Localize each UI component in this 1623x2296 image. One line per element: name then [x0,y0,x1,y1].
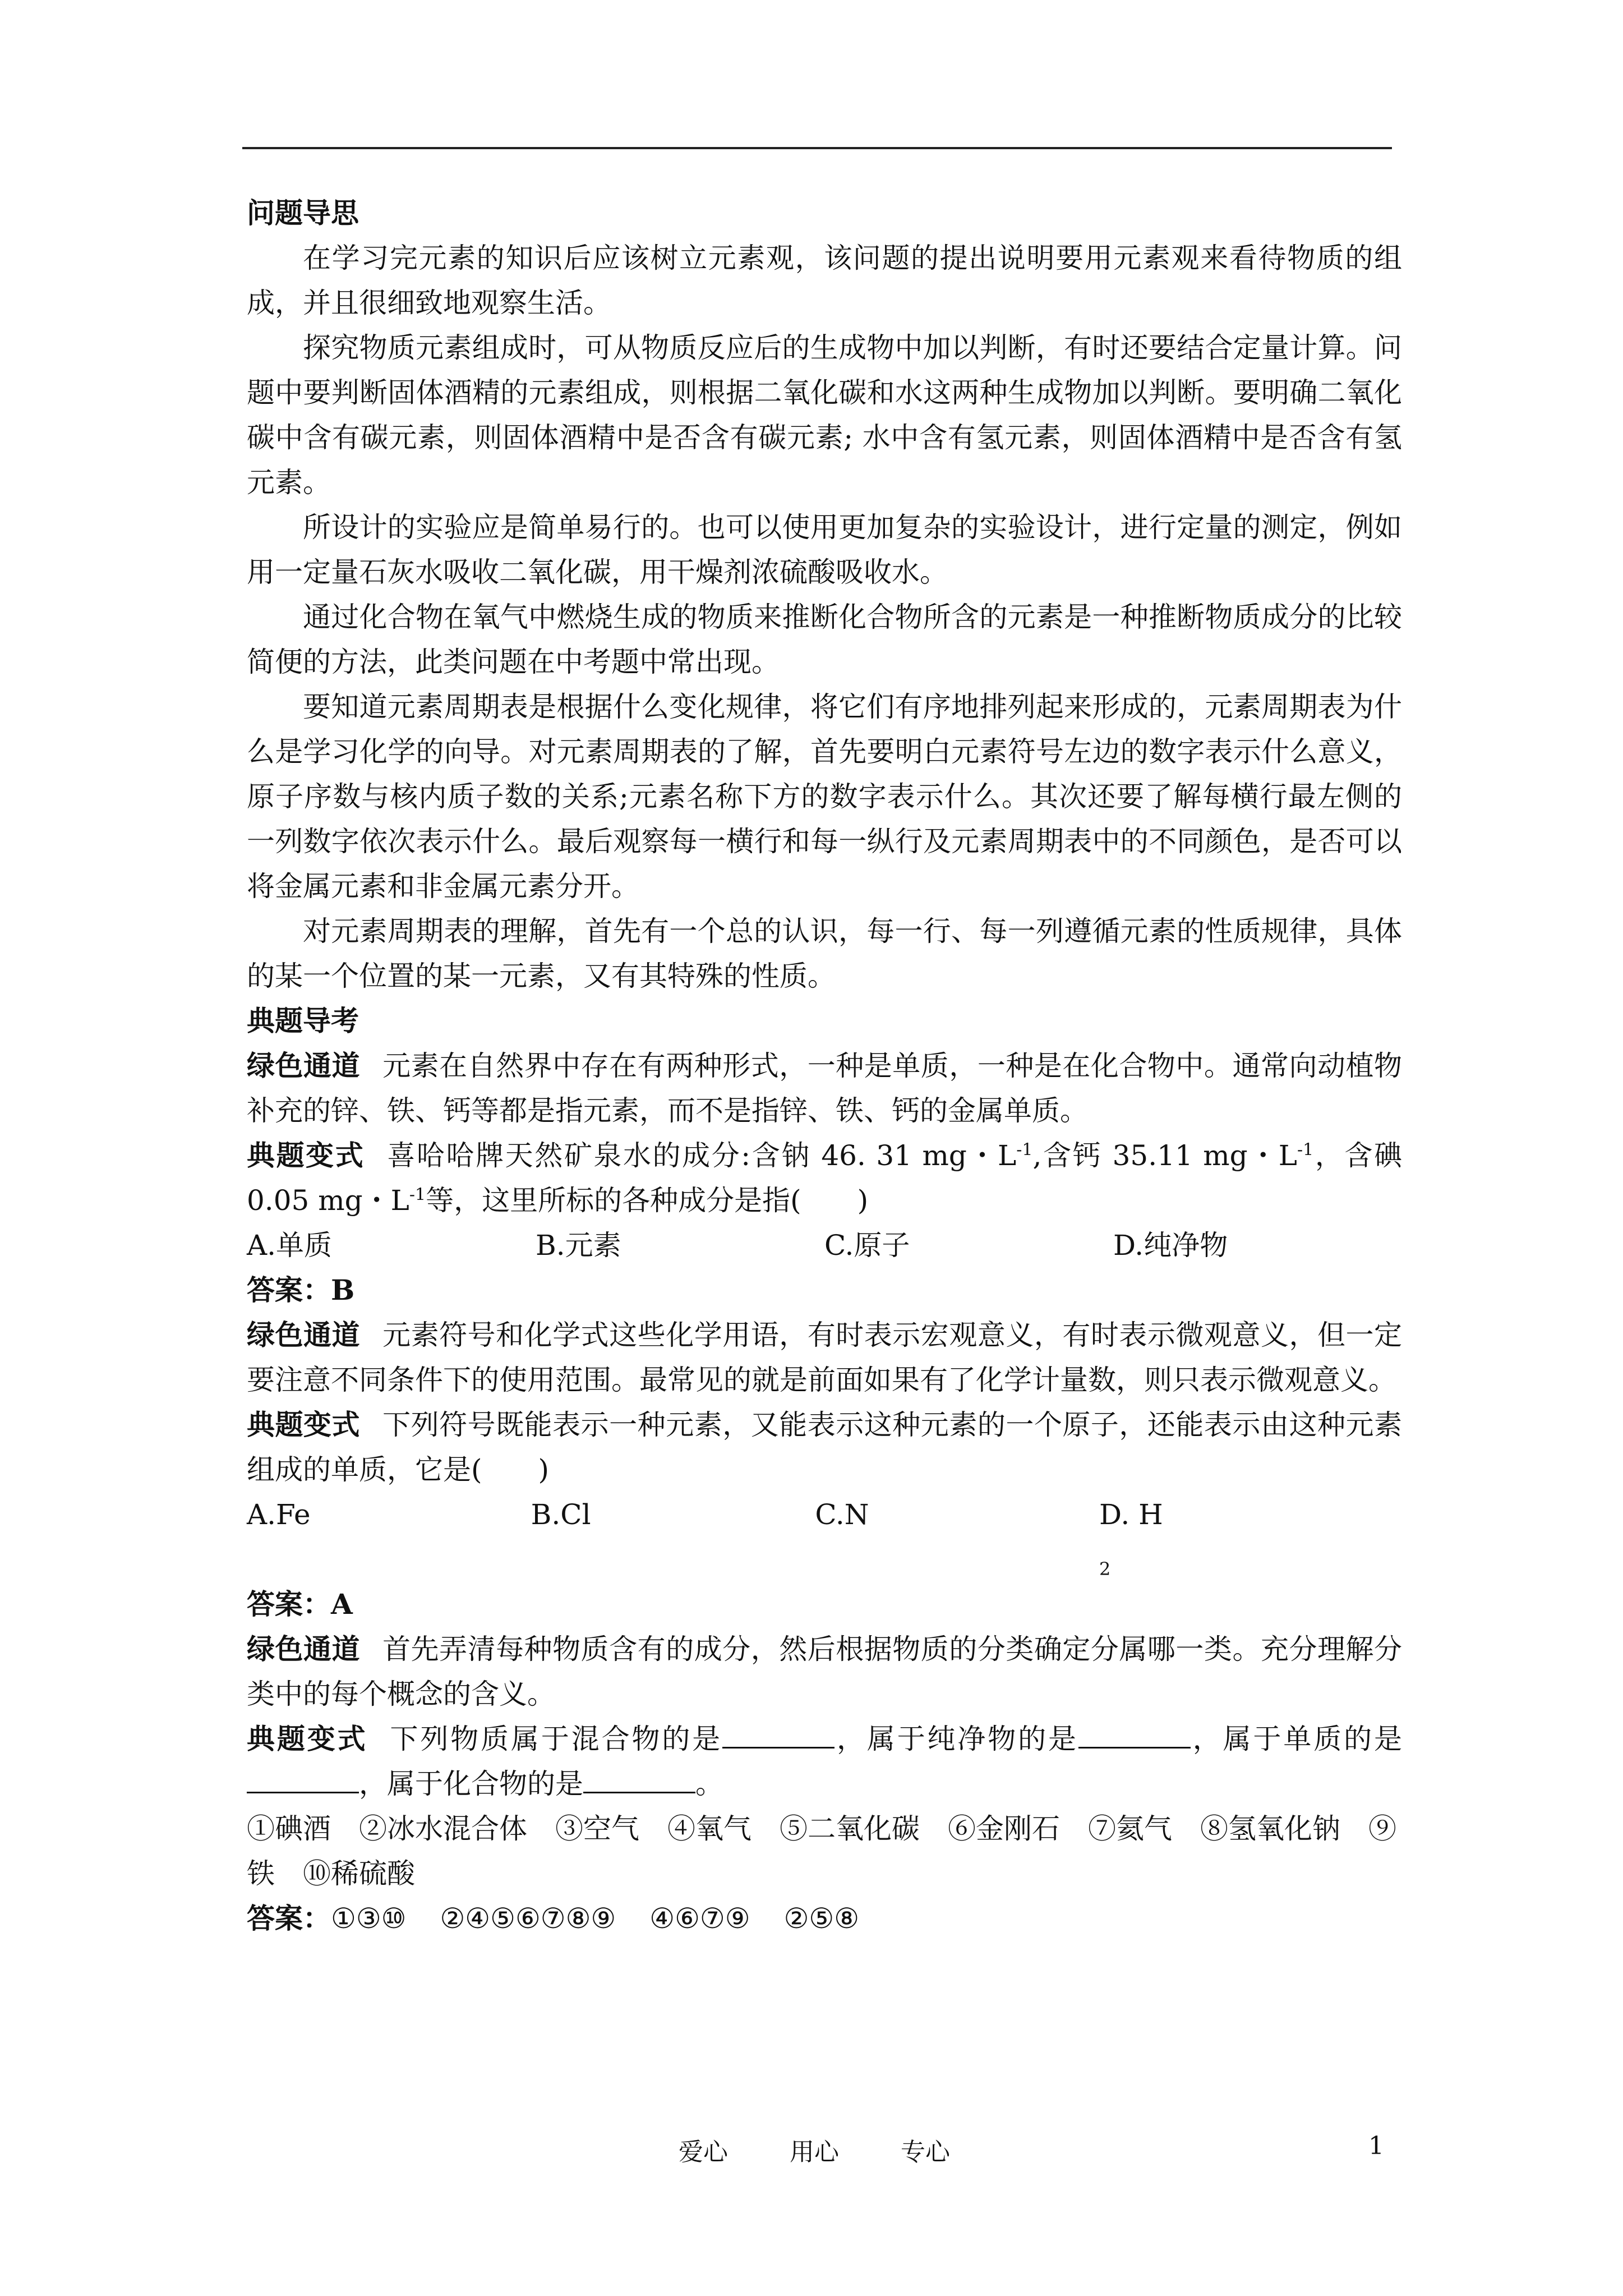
green-channel-2 [247,1313,1402,1402]
paragraph: 对元素周期表的理解，首先有一个总的认识，每一行、每一列遵循元素的性质规律，具体的某一个位置的某一元素，又有其特殊的性质。 [247,915,1402,992]
substance-item: ③空气 [555,1812,639,1845]
option-b: B.Cl [531,1498,591,1531]
answer-label: 答案： [247,1588,331,1621]
green-label: 绿色通道 [247,1049,361,1082]
option-a: A.Fe [247,1498,311,1531]
option-c: C.N [815,1498,869,1531]
question-text: ，属于纯净物的是 [834,1723,1078,1755]
question-text: ，属于单质的是 [1190,1723,1403,1755]
question-text: 等，这里所标的各种成分是指( ) [426,1184,869,1217]
page-number: 1 [1368,2132,1384,2160]
question-text: 下列物质属于混合物的是 [390,1723,723,1755]
substance-item: ⑨铁 [247,1812,1396,1890]
green-channel-3 [247,1627,1402,1717]
header-rule [242,147,1392,149]
section-title-exam: 典题导考 [247,1004,359,1037]
answer-value: B [331,1273,355,1306]
footer-slogan [679,2132,1012,2168]
answer-value: ②⑤⑧ [783,1902,860,1935]
question-text: ,含钙 35.11 mg・L [1032,1139,1298,1172]
substance-item: ②冰水混合体 [359,1812,527,1845]
paragraph: 在学习完元素的知识后应该树立元素观，该问题的提出说明要用元素观来看待物质的组成，并且很细致地观察生活。 [247,242,1402,319]
substance-item: ⑤二氧化碳 [780,1812,920,1845]
substance-item: ⑧氢氧化钠 [1200,1812,1340,1845]
green-text: 元素在自然界中存在有两种形式，一种是单质，一种是在化合物中。通常向动植物补充的锌、铁、钙等都是指元素，而不是指锌、铁、钙的金属单质。 [247,1050,1403,1127]
paragraph: 所设计的实验应是简单易行的。也可以使用更加复杂的实验设计，进行定量的测定，例如用一定量石灰水吸收二氧化碳，用干燥剂浓硫酸吸收水。 [247,511,1402,588]
option-a: A.单质 [247,1229,333,1262]
substance-item: ⑩稀硫酸 [303,1857,415,1890]
option-c: C.原子 [824,1229,910,1262]
answer-label: 答案： [247,1273,331,1306]
substance-item: ④氧气 [667,1812,751,1845]
options-1 [247,1223,1402,1268]
paragraph: 要知道元素周期表是根据什么变化规律，将它们有序地排列起来形成的，元素周期表为什么是学习化学的向导。对元素周期表的了解，首先要明白元素符号左边的数字表示什么意义，原子序数与核内质子数的关系;元素名称下方的数字表示什么。其次还要了解每横行最左侧的一列数字依次表示什么。最后观察每一横行和每一纵行及元素周期表中的不同颜色，是否可以将金属元素和非金属元素分开。 [247,691,1402,903]
substance-item: ⑦氦气 [1088,1812,1172,1845]
option-d: D.纯净物 [1113,1229,1228,1262]
variant-question-2 [247,1402,1402,1492]
section-title-guide: 问题导思 [247,196,359,229]
answer-blank [1078,1721,1191,1749]
option-d: D. $H_2$ [1099,1498,1163,1580]
answer-blank [583,1766,695,1793]
paragraph: 通过化合物在氧气中燃烧生成的物质来推断化合物所含的元素是一种推断物质成分的比较简便的方法，此类问题在中考题中常出现。 [247,601,1402,678]
variant-label: 典题变式 [247,1139,365,1172]
substance-list [247,1806,1402,1896]
answer-value: ①③⑩ [331,1902,407,1935]
question-text: 喜哈哈牌天然矿泉水的成分:含钠 46. 31 mg・L [387,1139,1017,1172]
green-label: 绿色通道 [247,1632,361,1665]
answer-1 [247,1268,1402,1313]
superscript: -1 [1016,1140,1033,1160]
document-body [247,191,1402,1941]
question-text: 。 [695,1768,723,1800]
answer-label: 答案： [247,1902,331,1935]
green-channel-1 [247,1043,1402,1133]
option-b: B.元素 [536,1229,621,1262]
answer-blank [247,1766,359,1793]
superscript: -1 [409,1185,426,1205]
green-text: 首先弄清每种物质含有的成分，然后根据物质的分类确定分属哪一类。充分理解分类中的每个概念的含义。 [247,1633,1403,1710]
superscript: -1 [1297,1140,1314,1160]
answer-3 [247,1896,1402,1941]
answer-value: A [331,1588,353,1621]
substance-item: ①碘酒 [247,1812,331,1845]
paragraph: 探究物质元素组成时，可从物质反应后的生成物中加以判断，有时还要结合定量计算。问题中要判断固体酒精的元素组成，则根据二氧化碳和水这两种生成物加以判断。要明确二氧化碳中含有碳元素，则固体酒精中是否含有碳元素; 水中含有氢元素，则固体酒精中是否含有氢元素。 [247,332,1402,499]
options-2 [247,1492,1402,1582]
slogan-word: 爱心 [679,2138,728,2166]
answer-value: ④⑥⑦⑨ [649,1902,750,1935]
slogan-word: 专心 [901,2138,950,2166]
variant-label: 典题变式 [247,1408,361,1441]
answer-blank [722,1721,834,1749]
green-text: 元素符号和化学式这些化学用语，有时表示宏观意义，有时表示微观意义，但一定要注意不同条件下的使用范围。最常见的就是前面如果有了化学计量数，则只表示微观意义。 [247,1319,1403,1396]
substance-item: ⑥金刚石 [948,1812,1060,1845]
subscript: 2 [1099,1558,1111,1580]
question-text: ，含碘 0.05 mg・L [247,1139,1402,1217]
question-text: 下列符号既能表示一种元素，又能表示这种元素的一个原子，还能表示由这种元素组成的单质，它是( ) [247,1409,1403,1486]
answer-2 [247,1582,1402,1627]
variant-question-3 [247,1717,1402,1806]
variant-label: 典题变式 [247,1722,368,1755]
green-label: 绿色通道 [247,1318,361,1351]
slogan-word: 用心 [790,2138,839,2166]
question-text: ，属于化合物的是 [359,1768,583,1800]
answer-value: ②④⑤⑥⑦⑧⑨ [440,1902,616,1935]
variant-question-1 [247,1133,1402,1223]
